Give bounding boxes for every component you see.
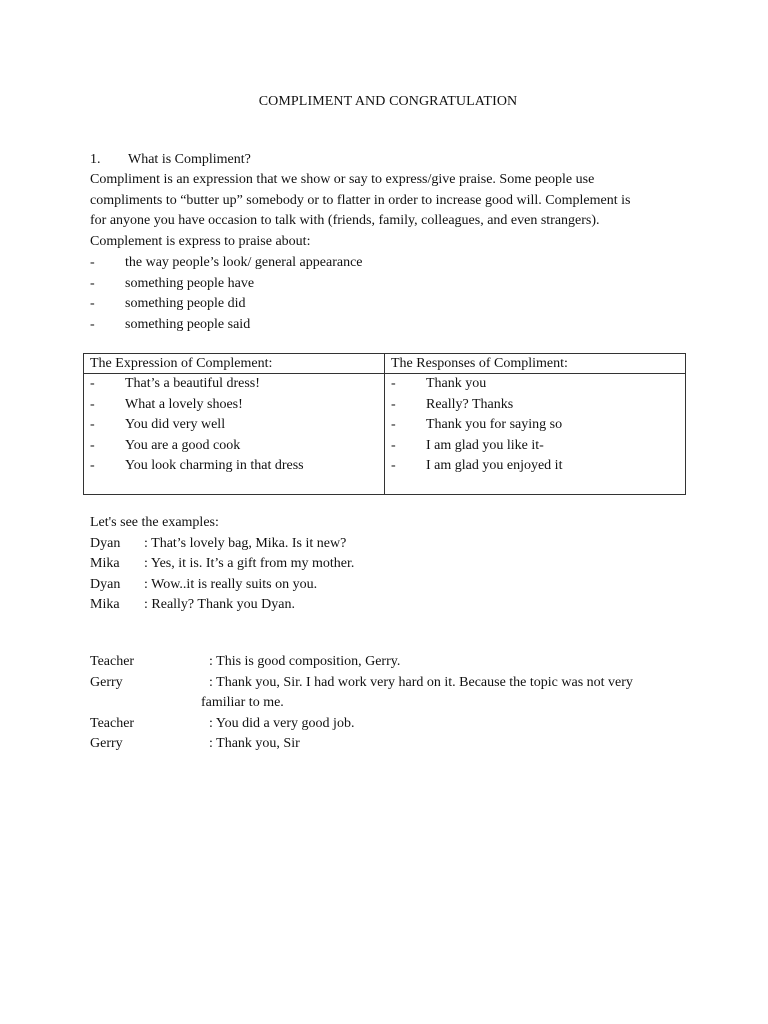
bullet-dash: - — [90, 316, 95, 332]
speaker: Dyan — [90, 535, 121, 551]
responses-cell — [385, 374, 686, 495]
list-item: - Thank you for saying so — [391, 417, 563, 432]
paragraph-line: for anyone you have occasion to talk with (friends, family, colleagues, and even strangers). — [90, 213, 600, 228]
paragraph-line: Compliment is an expression that we show or say to express/give praise. Some people use — [90, 172, 595, 187]
section-heading-text: What is Compliment? — [128, 152, 251, 167]
list-item: - something people have — [90, 274, 363, 295]
examples-section-2 — [90, 652, 686, 755]
list-item: - You are a good cook — [90, 437, 241, 453]
list-item: - Thank you — [391, 376, 487, 391]
speaker: Gerry — [90, 736, 123, 751]
list-item: - You did very well — [90, 417, 226, 432]
table-row — [84, 374, 686, 495]
speaker: Teacher — [90, 715, 135, 731]
list-item: - You look charming in that dress — [90, 458, 304, 473]
dialogue-line — [90, 575, 354, 596]
utterance-continued: familiar to me. — [201, 695, 284, 710]
list-item: - something people did — [90, 294, 363, 315]
definition-paragraph — [90, 170, 686, 252]
speaker: Gerry — [90, 674, 123, 690]
dialogue-line — [90, 652, 686, 673]
bullet-dash: - — [90, 255, 95, 270]
paragraph-line: Complement is express to praise about: — [90, 233, 311, 249]
list-item: - Really? Thanks — [391, 396, 514, 412]
list-item: - the way people’s look/ general appearance — [90, 253, 363, 274]
speaker: Teacher — [90, 654, 135, 669]
list-item: - That’s a beautiful dress! — [90, 376, 260, 391]
utterance: : This is good composition, Gerry. — [209, 654, 401, 669]
document-title: COMPLIMENT AND CONGRATULATION — [258, 94, 518, 109]
dialogue-line — [90, 554, 354, 575]
utterance: : That’s lovely bag, Mika. Is it new? — [144, 535, 347, 551]
expressions-table — [83, 353, 686, 495]
examples-intro: Let's see the examples: — [90, 515, 219, 530]
utterance: : You did a very good job. — [209, 715, 355, 731]
utterance: : Thank you, Sir — [209, 736, 300, 751]
utterance: : Really? Thank you Dyan. — [144, 597, 295, 612]
utterance: : Wow..it is really suits on you. — [144, 576, 318, 592]
utterance: : Yes, it is. It’s a gift from my mother. — [144, 556, 355, 571]
table-header-row — [84, 354, 686, 374]
dialogue-line — [90, 673, 686, 714]
list-item: - What a lovely shoes! — [90, 396, 243, 412]
examples-section — [90, 513, 354, 616]
expressions-cell — [84, 374, 385, 495]
praise-topics-list — [90, 253, 363, 335]
dialogue-line — [90, 734, 686, 755]
section-heading — [90, 150, 251, 171]
list-item: - something people said — [90, 315, 363, 336]
table-header-expressions: The Expression of Complement: — [84, 354, 385, 374]
list-item: - I am glad you like it- — [391, 437, 544, 453]
speaker: Mika — [90, 597, 120, 612]
table-header-responses: The Responses of Compliment: — [385, 354, 686, 374]
list-item: - I am glad you enjoyed it — [391, 458, 563, 473]
speaker: Mika — [90, 556, 120, 571]
section-number: 1. — [90, 152, 101, 167]
utterance: : Thank you, Sir. I had work very hard on it. Because the topic was not very — [209, 674, 633, 690]
paragraph-line: compliments to “butter up” somebody or to flatter in order to increase good will. Complement is — [90, 192, 631, 208]
speaker: Dyan — [90, 576, 121, 592]
dialogue-line — [90, 534, 354, 555]
bullet-dash: - — [90, 296, 95, 311]
dialogue-line — [90, 595, 354, 616]
dialogue-line — [90, 714, 686, 735]
bullet-dash: - — [90, 275, 95, 291]
